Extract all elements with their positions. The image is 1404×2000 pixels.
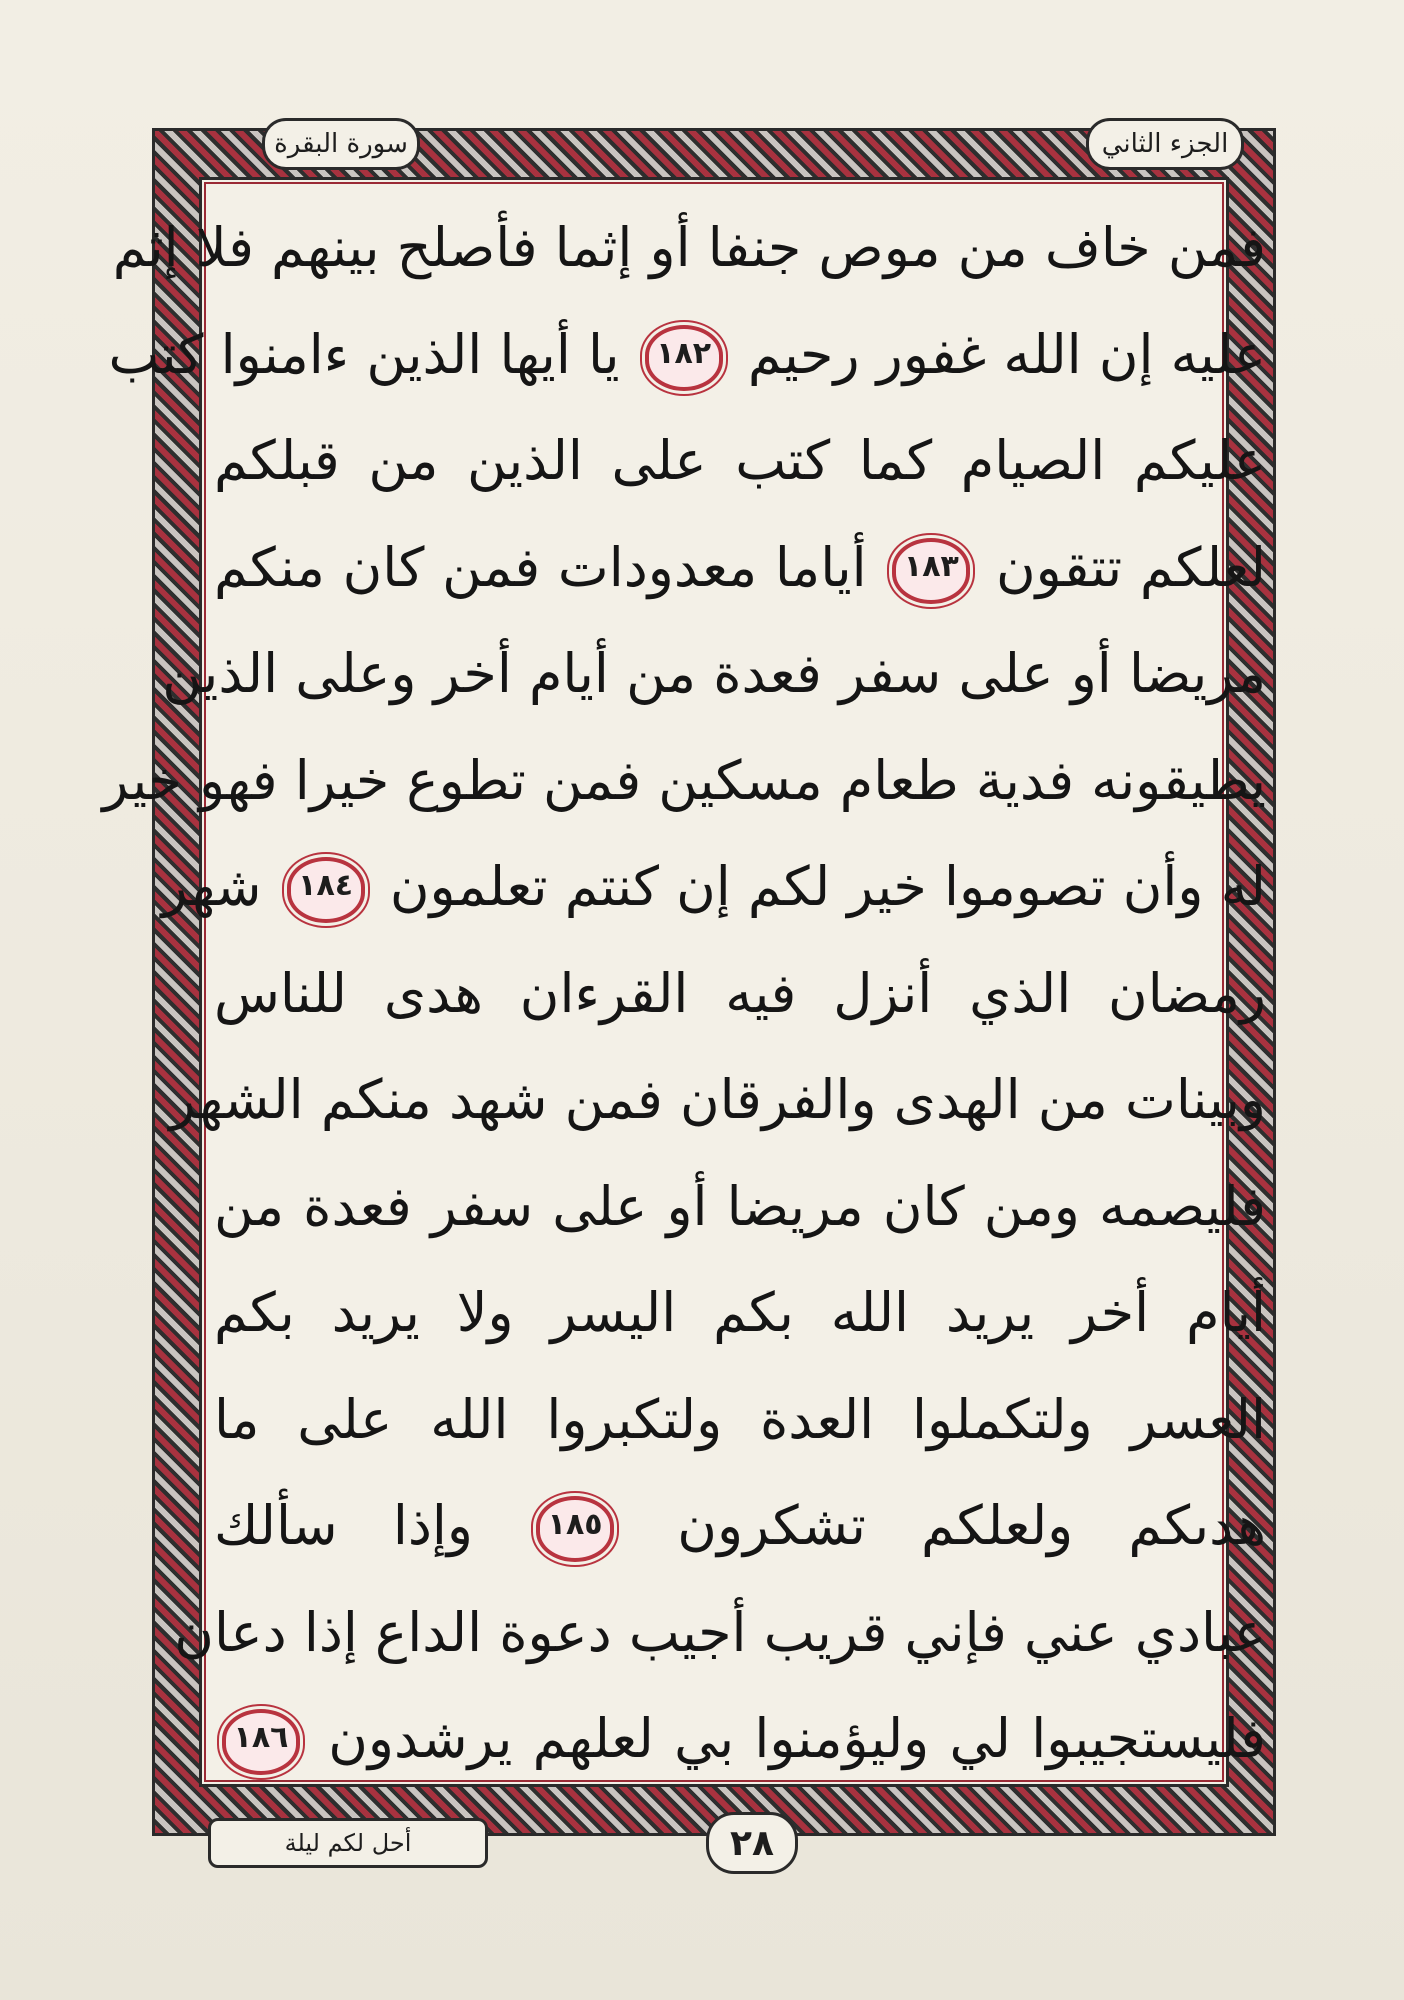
verse-line <box>102 729 1266 833</box>
verse-text: العسر ولتكملوا العدة ولتكبروا الله على ما <box>214 1387 1266 1451</box>
verse-text: لعلكم تتقون <box>996 535 1267 599</box>
verse-text: وبينات من الهدى والفرقان فمن شهد منكم الشهر <box>169 1068 1266 1131</box>
verse-line <box>108 303 1266 407</box>
verse-text: عبادي عني فإني قريب أجيب دعوة الداع إذا دعان <box>174 1600 1266 1664</box>
verse-line <box>162 622 1266 726</box>
verse-text: يطيقونه فدية طعام مسكين فمن تطوع خيرا فهو خير <box>102 748 1266 812</box>
verse-text: رمضان الذي أنزل فيه القرءان هدى للناس <box>214 961 1266 1025</box>
verse-line <box>174 1581 1266 1685</box>
verse-text: فليستجيبوا لي وليؤمنوا بي لعلهم يرشدون <box>328 1707 1266 1770</box>
ayah-number-marker: ١٨٥ <box>536 1496 614 1562</box>
verse-text: شهر <box>161 855 262 918</box>
verse-text: يا أيها الذين ءامنوا كتب <box>108 322 620 386</box>
ayah-number-marker: ١٨٣ <box>892 538 970 604</box>
juz-label: الجزء الثاني <box>1086 118 1244 170</box>
verse-text: عليكم الصيام كما كتب على الذين من قبلكم <box>214 429 1266 492</box>
page-number: ٢٨ <box>706 1812 798 1874</box>
ayah-number-marker: ١٨٦ <box>222 1709 300 1775</box>
verse-text: عليه إن الله غفور رحيم <box>747 322 1266 386</box>
verse-line <box>214 1155 1266 1259</box>
verse-text: أياما معدودات فمن كان منكم <box>214 535 867 599</box>
verse-text: له وأن تصوموا خير لكم إن كنتم تعلمون <box>389 855 1266 918</box>
verse-text: أيام أخر يريد الله بكم اليسر ولا يريد بكم <box>214 1281 1266 1344</box>
verse-lines <box>102 196 1267 1794</box>
verse-text: مريضا أو على سفر فعدة من أيام أخر وعلى الذين <box>162 642 1266 705</box>
ayah-number-marker: ١٨٢ <box>645 325 723 391</box>
verse-line <box>214 1261 1266 1365</box>
next-page-hint: أحل لكم ليلة <box>208 1818 488 1868</box>
verse-text: هدىكم ولعلكم تشكرون <box>677 1494 1266 1557</box>
verse-line <box>214 1474 1266 1578</box>
verse-line <box>214 1368 1266 1472</box>
verse-line <box>214 942 1266 1046</box>
verse-line <box>161 835 1266 939</box>
verse-text: فليصمه ومن كان مريضا أو على سفر فعدة من <box>214 1174 1266 1238</box>
verse-line <box>214 516 1266 620</box>
verse-text: وإذا سألك <box>214 1494 473 1557</box>
verse-line <box>169 1048 1266 1152</box>
ayah-number-marker: ١٨٤ <box>287 857 365 923</box>
verse-text: فمن خاف من موص جنفا أو إثما فأصلح بينهم فلا إثم <box>112 216 1266 279</box>
verse-line <box>112 196 1266 300</box>
verse-line <box>214 1687 1266 1791</box>
verse-line <box>214 409 1266 513</box>
surah-label: سورة البقرة <box>262 118 420 170</box>
